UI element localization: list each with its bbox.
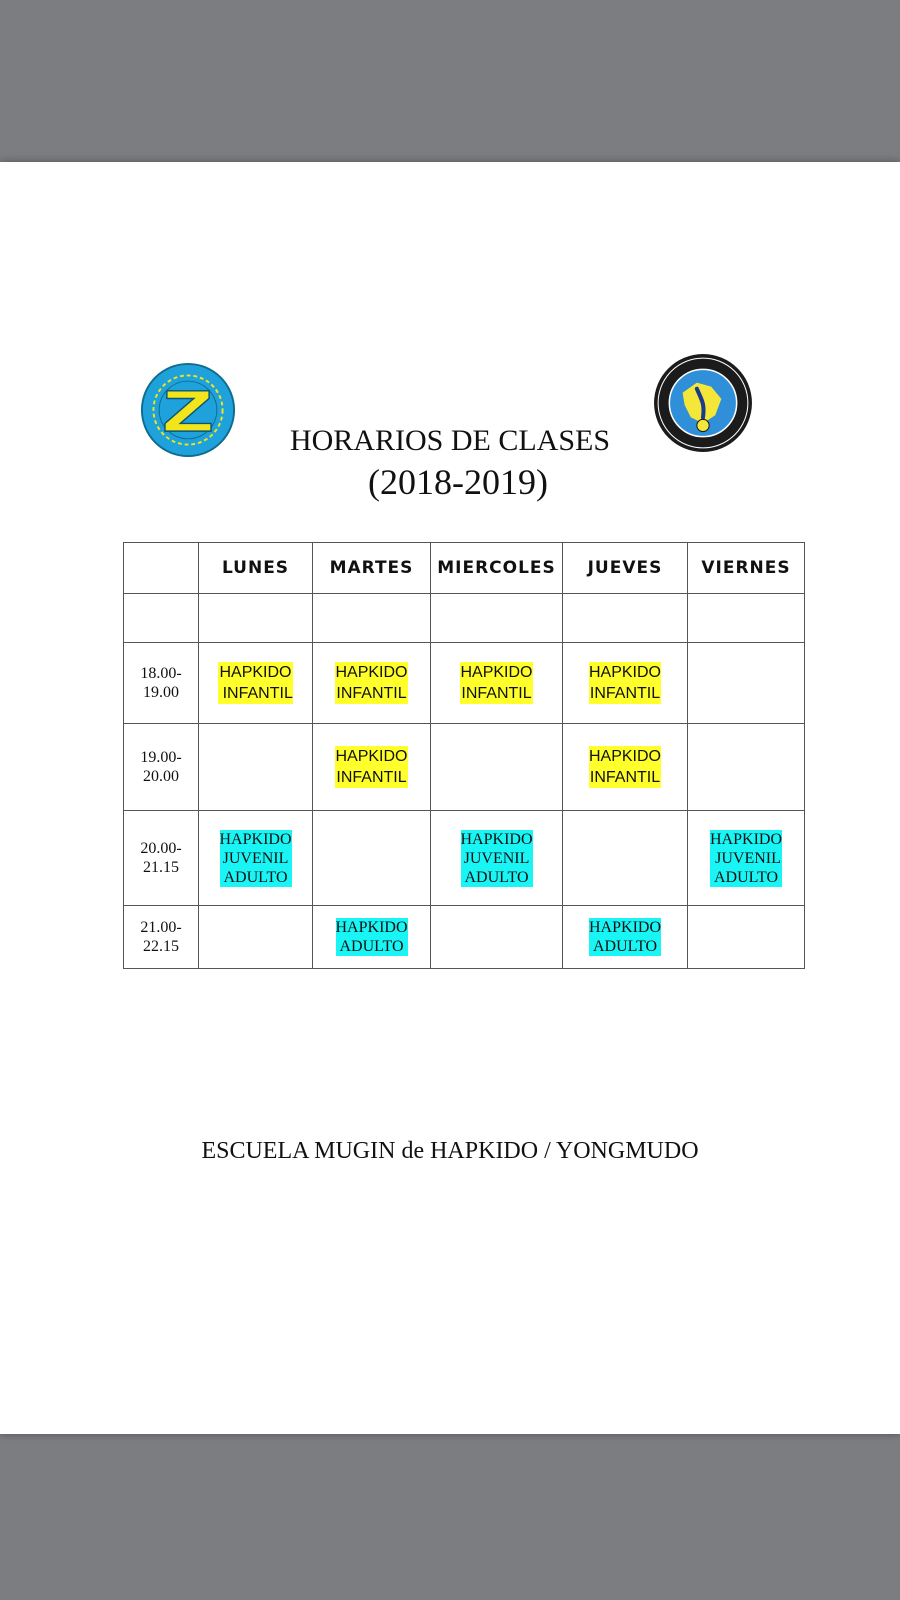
header-row <box>124 543 805 594</box>
page-title: HORARIOS DE CLASES <box>289 424 611 457</box>
class-label: HAPKIDO JUVENIL ADULTO <box>710 830 782 886</box>
time-label: 21.00- 22.15 <box>140 919 182 955</box>
schedule-cell <box>563 906 688 969</box>
table-row <box>124 594 805 643</box>
page-subtitle: (2018-2019) <box>368 462 548 502</box>
schedule-cell <box>688 811 805 906</box>
schedule-cell <box>199 811 313 906</box>
schedule-cell <box>313 906 431 969</box>
time-cell <box>124 643 199 724</box>
class-label: HAPKIDO INFANTIL <box>219 664 293 702</box>
schedule-cell <box>313 643 431 724</box>
class-label: HAPKIDO ADULTO <box>335 919 408 955</box>
schedule-cell <box>563 811 688 906</box>
table-row <box>124 643 805 724</box>
schedule-cell <box>431 906 563 969</box>
class-label: HAPKIDO JUVENIL ADULTO <box>219 830 292 886</box>
schedule-cell <box>688 594 805 643</box>
class-label: HAPKIDO INFANTIL <box>588 664 661 702</box>
schedule-cell <box>688 724 805 811</box>
school-name-footer: ESCUELA MUGIN de HAPKIDO / YONGMUDO <box>201 1138 699 1164</box>
schedule-cell <box>431 724 563 811</box>
class-label: HAPKIDO JUVENIL ADULTO <box>460 830 533 886</box>
day-header: LUNES <box>199 543 313 594</box>
day-header: JUEVES <box>563 543 688 594</box>
schedule-cell <box>563 643 688 724</box>
schedule-cell <box>431 594 563 643</box>
day-header: MIERCOLES <box>431 543 563 594</box>
table-row <box>124 724 805 811</box>
schedule-cell <box>199 724 313 811</box>
time-cell <box>124 594 199 643</box>
schedule-cell <box>688 906 805 969</box>
time-cell <box>124 811 199 906</box>
schedule-cell <box>563 724 688 811</box>
schedule-cell <box>431 643 563 724</box>
schedule-cell <box>563 594 688 643</box>
time-label: 19.00- 20.00 <box>140 749 182 785</box>
schedule-cell <box>199 906 313 969</box>
schedule-cell <box>313 724 431 811</box>
corner-cell <box>124 543 199 594</box>
schedule-table <box>123 542 805 969</box>
day-header: VIERNES <box>688 543 805 594</box>
table-row <box>124 811 805 906</box>
time-cell <box>124 906 199 969</box>
time-cell <box>124 724 199 811</box>
class-label: HAPKIDO INFANTIL <box>335 748 408 786</box>
day-header: MARTES <box>313 543 431 594</box>
schedule-cell <box>688 643 805 724</box>
class-label: HAPKIDO INFANTIL <box>335 664 408 702</box>
class-label: HAPKIDO ADULTO <box>589 919 661 955</box>
time-label: 20.00- 21.15 <box>140 840 182 876</box>
schedule-cell <box>199 594 313 643</box>
class-label: HAPKIDO INFANTIL <box>588 748 661 786</box>
schedule-cell <box>313 594 431 643</box>
time-label: 18.00- 19.00 <box>140 665 182 701</box>
schedule-cell <box>431 811 563 906</box>
schedule-cell <box>313 811 431 906</box>
table-row <box>124 906 805 969</box>
class-label: HAPKIDO INFANTIL <box>460 664 533 702</box>
schedule-cell <box>199 643 313 724</box>
document-page <box>0 162 900 1434</box>
